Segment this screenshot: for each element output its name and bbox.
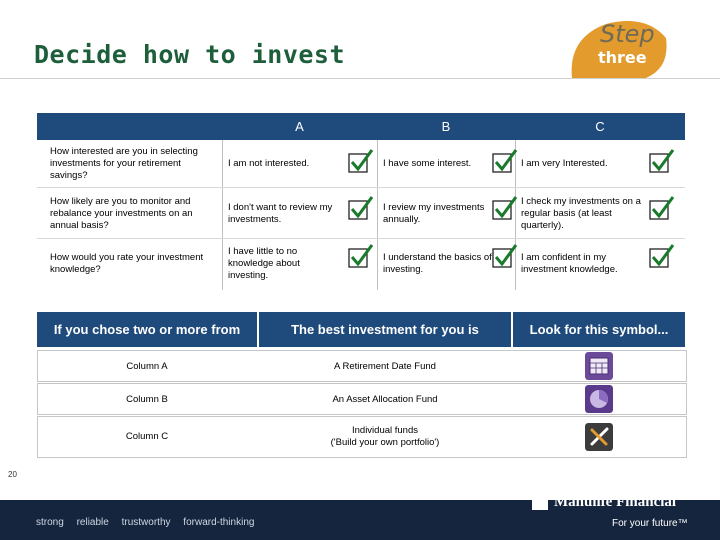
row-investment-c-line2: ('Build your own portfolio') [330, 437, 440, 448]
header-chose-from: If you chose two or more from [37, 312, 257, 347]
tagline-word: strong [36, 517, 64, 528]
checkbox-check-icon [491, 148, 519, 176]
checkbox-check-icon [347, 243, 375, 271]
row-column-b: Column B [126, 394, 168, 405]
row-investment-a: A Retirement Date Fund [334, 361, 436, 372]
checkbox-check-icon [648, 195, 676, 223]
row-investment-c-line1: Individual funds [351, 425, 419, 436]
checkbox-check-icon [347, 148, 375, 176]
row-investment-b: An Asset Allocation Fund [332, 394, 438, 405]
logo-three-text: three [598, 48, 647, 67]
manulife-logo-icon [532, 496, 548, 510]
column-divider [222, 140, 223, 290]
row-column-a: Column A [126, 361, 168, 372]
question-interest: How interested are you in selecting investments for your retirement savings? [50, 146, 198, 181]
answer-a-monitor: I don't want to review my investments. [228, 202, 333, 225]
tagline-word: trustworthy [121, 517, 171, 528]
question-monitor: How likely are you to monitor and rebalance your investments on an annual basis? [50, 196, 193, 231]
answer-c-knowledge: I am confident in my investment knowledge. [521, 252, 618, 275]
row-column-c: Column C [125, 431, 169, 442]
tagline-word: reliable [76, 517, 109, 528]
checkbox-check-icon [648, 243, 676, 271]
calendar-fund-icon [585, 352, 613, 380]
checkbox-check-icon [347, 195, 375, 223]
answer-c-monitor: I check my investments on a regular basis (at least quarterly). [521, 196, 641, 231]
answer-a-interest: I am not interested. [228, 158, 310, 169]
logo-step-text: Step [600, 20, 655, 48]
answer-a-knowledge: I have little to no knowledge about investing. [228, 246, 300, 281]
checkbox-check-icon [491, 195, 519, 223]
column-b-header: B [377, 113, 515, 140]
header-rule [0, 78, 720, 79]
brand-slogan: For your future™ [612, 518, 688, 529]
footer-tagline [36, 517, 263, 528]
tagline-word: forward-thinking [183, 517, 255, 528]
column-c-header: C [515, 113, 685, 140]
header-best-investment: The best investment for you is [259, 312, 511, 347]
checkbox-check-icon [491, 243, 519, 271]
row-divider [37, 238, 685, 239]
answer-b-knowledge: I understand the basics of investing. [383, 252, 492, 275]
page-title: Decide how to invest [34, 40, 346, 69]
row-divider [37, 187, 685, 188]
answer-b-monitor: I review my investments annually. [383, 202, 485, 225]
column-a-header: A [222, 113, 377, 140]
column-divider [377, 140, 378, 290]
answer-b-interest: I have some interest. [383, 158, 472, 169]
checkbox-check-icon [648, 148, 676, 176]
header-look-for-symbol: Look for this symbol... [513, 312, 685, 347]
question-knowledge: How would you rate your investment knowledge? [50, 252, 204, 275]
page-number: 20 [8, 470, 17, 479]
pie-fund-icon [585, 385, 613, 413]
table-header-blank [37, 113, 222, 140]
brand-name: Manulife Financial [554, 494, 677, 510]
answer-c-interest: I am very Interested. [521, 158, 608, 169]
tools-fund-icon [585, 423, 613, 451]
